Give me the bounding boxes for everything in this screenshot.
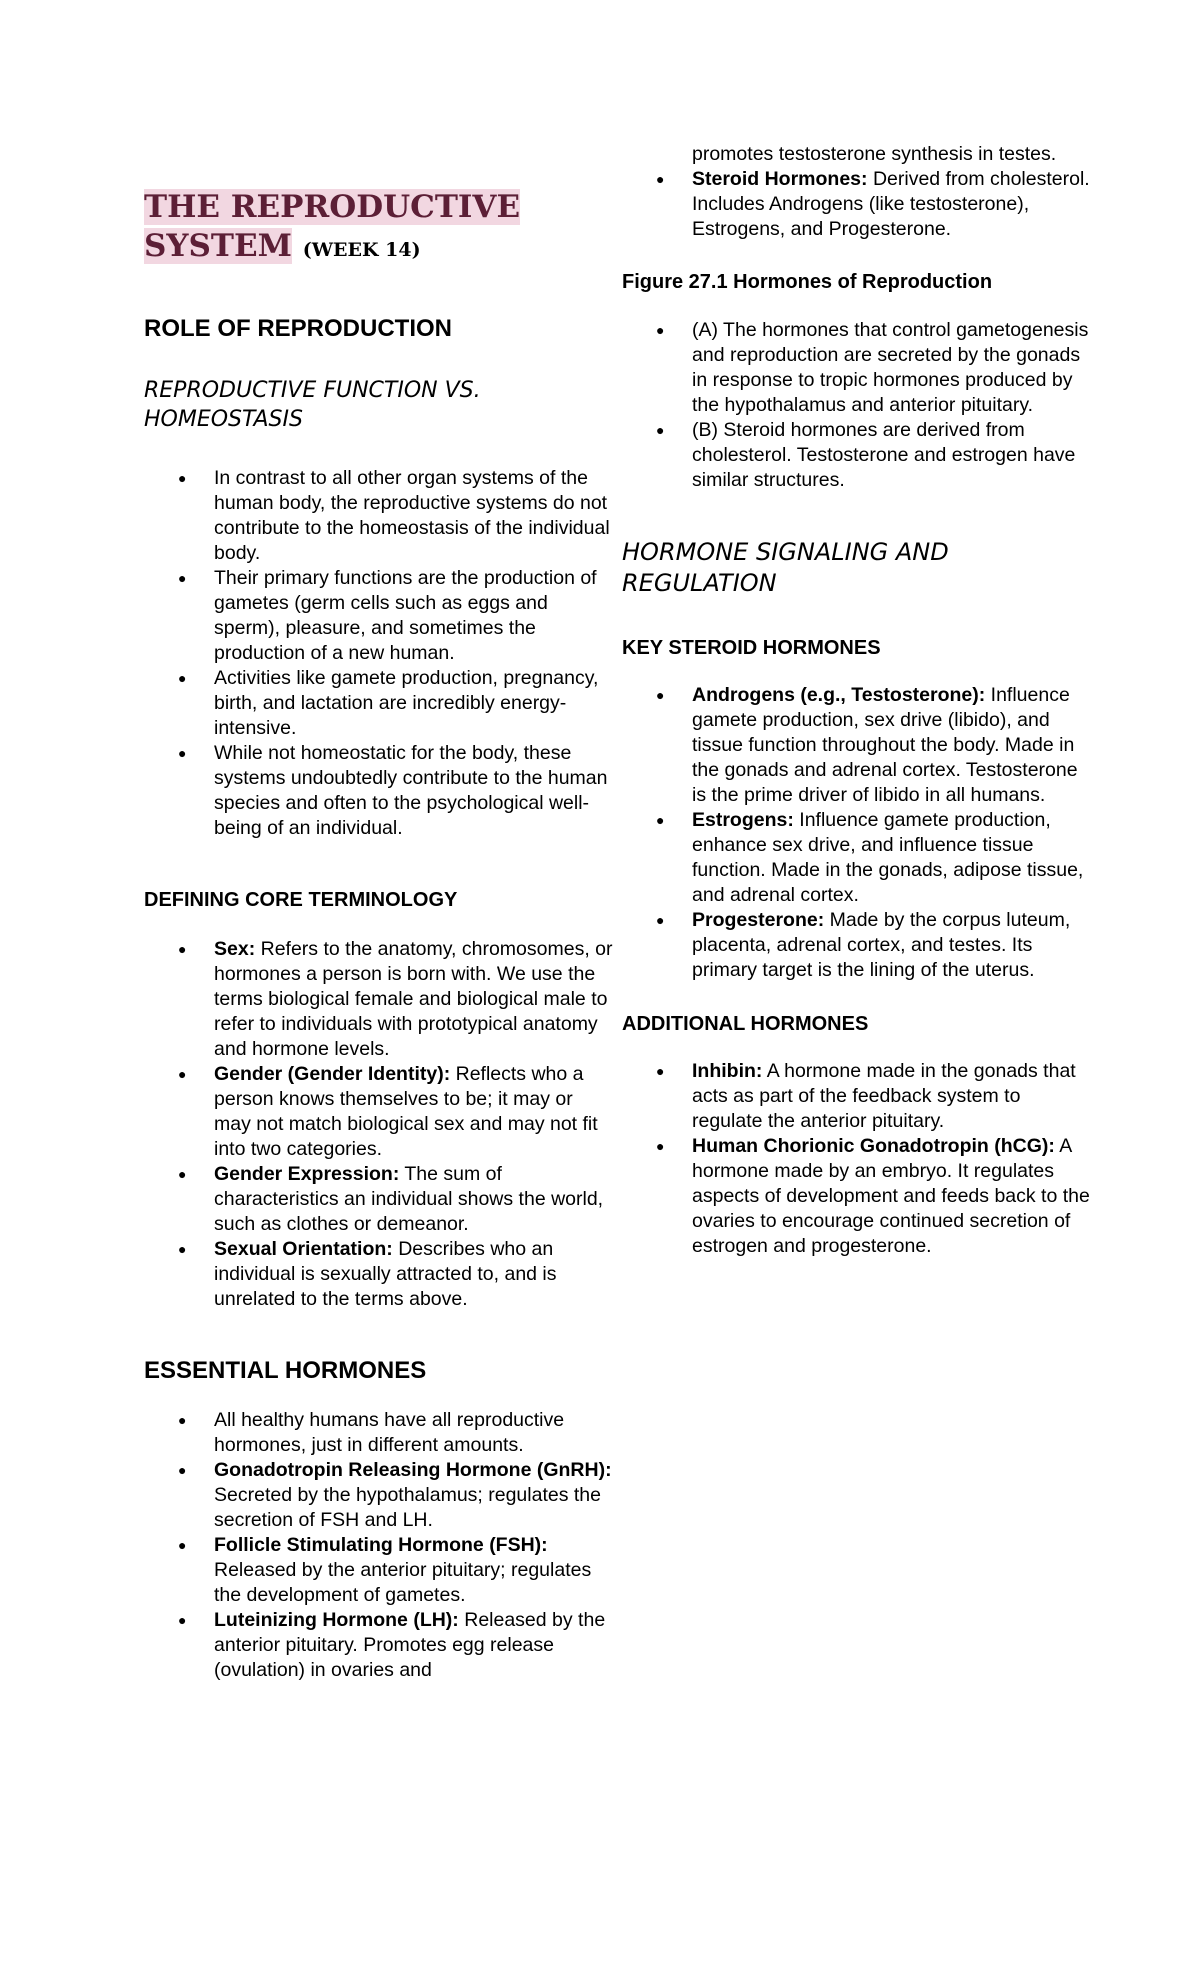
title-line-1: THE REPRODUCTIVE (144, 189, 521, 225)
bullet-icon: ● (656, 171, 665, 187)
bullet-icon: ● (178, 1537, 187, 1553)
bullet-icon: ● (656, 422, 665, 438)
bullet-icon: ● (656, 812, 665, 828)
list-item: ● Estrogens: Influence gamete production, enhance sex drive, and influence tissue function. Made in the gonads, adipose tissue, and adrenal cortex. (656, 809, 1084, 906)
essential-bullet-list (144, 1408, 614, 1683)
list-item: ● Inhibin: A hormone made in the gonads that acts as part of the feedback system to regulate the anterior pituitary. (656, 1060, 1076, 1132)
bullet-icon: ● (178, 1412, 187, 1428)
list-item: ● Progesterone: Made by the corpus luteum, placenta, adrenal cortex, and testes. Its primary target is the lining of the uterus. (656, 909, 1071, 981)
list-item: ● All healthy humans have all reproductive hormones, just in different amounts. (178, 1409, 565, 1456)
bullet-icon: ● (656, 912, 665, 928)
terminology-bullet-list (144, 937, 614, 1312)
signaling-heading: HORMONE SIGNALING AND REGULATION (622, 538, 949, 597)
key-steroid-heading: KEY STEROID HORMONES (622, 637, 881, 659)
list-item: ● (B) Steroid hormones are derived from cholesterol. Testosterone and estrogen have similar structures. (656, 419, 1076, 491)
list-item: ● Follicle Stimulating Hormone (FSH): Released by the anterior pituitary; regulates the development of gametes. (178, 1534, 592, 1606)
list-item: ● Sex: Refers to the anatomy, chromosomes, or hormones a person is born with. We use the terms biological female and biological male to refer to individuals with prototypical anatomy and hormone levels. (178, 938, 613, 1060)
list-item: ● Gonadotropin Releasing Hormone (GnRH): Secreted by the hypothalamus; regulates the secretion of FSH and LH. (178, 1459, 612, 1531)
bullet-icon: ● (656, 1063, 665, 1079)
title-line-2: SYSTEM (144, 228, 292, 264)
figure-bullet-list (622, 318, 1092, 493)
bullet-icon: ● (656, 1138, 665, 1154)
list-item: ● Steroid Hormones: Derived from cholesterol. Includes Androgens (like testosterone), Estrogens, and Progesterone. (656, 168, 1090, 240)
bullet-icon: ● (178, 1166, 187, 1182)
left-column (144, 0, 614, 1683)
bullet-icon: ● (178, 1612, 187, 1628)
additional-bullet-list (622, 1059, 1092, 1259)
essential-hormones-heading: ESSENTIAL HORMONES (144, 1357, 427, 1384)
list-item: ● Human Chorionic Gonadotropin (hCG): A hormone made by an embryo. It regulates aspects of development and feeds back to the ovaries to encourage continued secretion of estrogen and progesterone. (656, 1135, 1090, 1257)
right-column (622, 0, 1092, 1259)
bullet-icon: ● (656, 687, 665, 703)
bullet-icon: ● (178, 745, 187, 761)
list-item: ● Androgens (e.g., Testosterone): Influence gamete production, sex drive (libido), and tissue function throughout the body. Made in the gonads and adrenal cortex. Testosterone is the prime driver of libido in all humans. (656, 684, 1078, 806)
terminology-heading: DEFINING CORE TERMINOLOGY (144, 889, 458, 911)
list-item: ● Sexual Orientation: Describes who an individual is sexually attracted to, and is unrelated to the terms above. (178, 1238, 557, 1310)
list-item: ● (A) The hormones that control gametogenesis and reproduction are secreted by the gonads in response to tropic hormones produced by the hypothalamus and anterior pituitary. (656, 319, 1089, 416)
list-item: ● Their primary functions are the production of gametes (germ cells such as eggs and sperm), pleasure, and sometimes the production of a new human. (178, 567, 597, 664)
list-item: ● While not homeostatic for the body, these systems undoubtedly contribute to the human species and often to the psychological well-being of an individual. (178, 742, 608, 839)
additional-hormones-heading: ADDITIONAL HORMONES (622, 1013, 869, 1035)
bullet-icon: ● (178, 941, 187, 957)
list-item-continued: promotes testosterone synthesis in testes. (692, 143, 1057, 165)
title-week: (WEEK 14) (302, 239, 421, 261)
repro-vs-homeostasis-heading: REPRODUCTIVE FUNCTION VS. HOMEOSTASIS (144, 378, 481, 432)
bullet-icon: ● (178, 1066, 187, 1082)
document-title (144, 188, 614, 270)
bullet-icon: ● (178, 1241, 187, 1257)
list-item: ● In contrast to all other organ systems of the human body, the reproductive systems do not contribute to the homeostasis of the individual body. (178, 467, 610, 564)
continued-bullet-list (622, 142, 1092, 242)
list-item: ● Activities like gamete production, pregnancy, birth, and lactation are incredibly energy-intensive. (178, 667, 599, 739)
figure-caption: Figure 27.1 Hormones of Reproduction (622, 271, 993, 293)
bullet-icon: ● (656, 322, 665, 338)
key-steroid-bullet-list (622, 683, 1092, 983)
role-heading: ROLE OF REPRODUCTION (144, 315, 453, 342)
list-item: ● Luteinizing Hormone (LH): Released by the anterior pituitary. Promotes egg release (ovulation) in ovaries and (178, 1609, 606, 1681)
repro-bullet-list (144, 466, 614, 841)
list-item: ● Gender Expression: The sum of characteristics an individual shows the world, such as clothes or demeanor. (178, 1163, 604, 1235)
bullet-icon: ● (178, 670, 187, 686)
bullet-icon: ● (178, 470, 187, 486)
bullet-icon: ● (178, 570, 187, 586)
bullet-icon: ● (178, 1462, 187, 1478)
list-item: ● Gender (Gender Identity): Reflects who a person knows themselves to be; it may or may not match biological sex and may not fit into two categories. (178, 1063, 598, 1160)
